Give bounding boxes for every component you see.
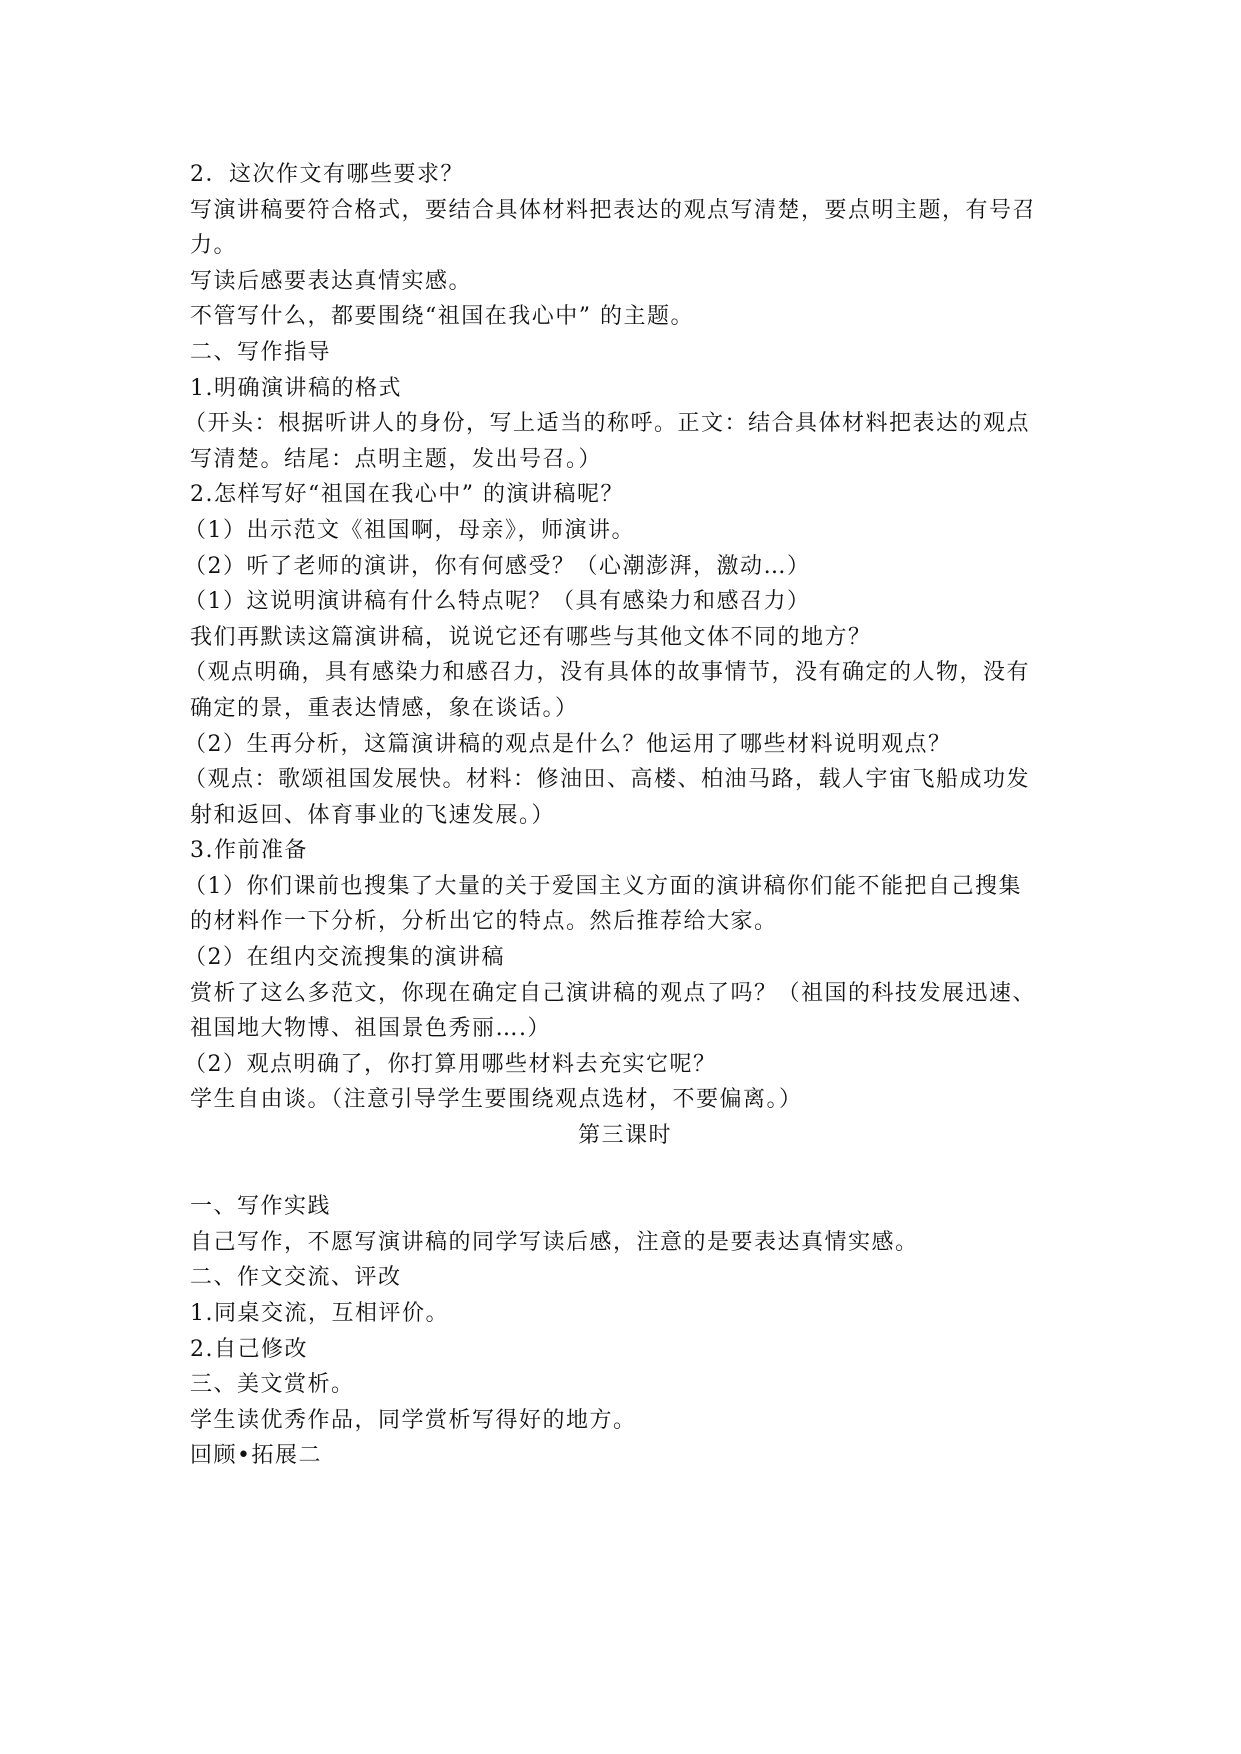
text-line: 写清楚。结尾：点明主题，发出号召。） xyxy=(190,446,603,472)
section-heading-appreciation: 三、美文赏析。 xyxy=(190,1372,355,1398)
text-line: （观点：歌颂祖国发展快。材料：修油田、高楼、柏油马路，载人宇宙飞船成功发 xyxy=(184,767,1031,793)
text-line: 学生自由谈。（注意引导学生要围绕观点选材，不要偏离。） xyxy=(190,1087,803,1113)
text-line: （1）这说明演讲稿有什么特点呢？（具有感染力和感召力） xyxy=(184,589,811,615)
text-line: 的材料作一下分析，分析出它的特点。然后推荐给大家。 xyxy=(190,909,778,935)
text-line: （观点明确，具有感染力和感召力，没有具体的故事情节，没有确定的人物，没有 xyxy=(184,660,1031,686)
text-line: 1.同桌交流，互相评价。 xyxy=(190,1301,449,1326)
text-line: 射和返回、体育事业的飞速发展。） xyxy=(190,802,556,828)
lesson-heading: 第三课时 xyxy=(577,1123,672,1149)
section-heading-writing-practice: 一、写作实践 xyxy=(190,1194,332,1220)
text-line: 2.自己修改 xyxy=(190,1336,308,1362)
text-line: 写演讲稿要符合格式，要结合具体材料把表达的观点写清楚，要点明主题，有号召 xyxy=(190,197,1037,223)
text-line: （开头：根据听讲人的身份，写上适当的称呼。正文：结合具体材料把表达的观点 xyxy=(184,411,1031,437)
text-line: （2）观点明确了，你打算用哪些材料去充实它呢？ xyxy=(184,1051,717,1077)
section-heading-writing-guidance: 二、写作指导 xyxy=(190,339,332,365)
text-line: 3.作前准备 xyxy=(190,838,308,864)
text-line: 学生读优秀作品，同学赏析写得好的地方。 xyxy=(190,1407,637,1433)
text-line: 确定的景，重表达情感，象在谈话。） xyxy=(190,695,579,721)
text-line: （1）你们课前也搜集了大量的关于爱国主义方面的演讲稿你们能不能把自己搜集 xyxy=(184,873,1022,899)
text-line: （2）生再分析，这篇演讲稿的观点是什么？他运用了哪些材料说明观点？ xyxy=(184,731,952,757)
text-line: 回顾•拓展二 xyxy=(190,1443,322,1469)
blank-line xyxy=(190,1154,1090,1190)
text-line: 自己写作，不愿写演讲稿的同学写读后感，注意的是要表达真情实感。 xyxy=(190,1229,919,1255)
text-line: （1）出示范文《祖国啊，母亲》，师演讲。 xyxy=(184,517,635,543)
text-line: 写读后感要表达真情实感。 xyxy=(190,268,473,294)
section-heading-exchange-review: 二、作文交流、评改 xyxy=(190,1265,402,1291)
text-line: 2.怎样写好“祖国在我心中” 的演讲稿呢？ xyxy=(190,482,624,508)
text-line: 我们再默读这篇演讲稿，说说它还有哪些与其他文体不同的地方？ xyxy=(190,624,872,650)
text-line: （2）在组内交流搜集的演讲稿 xyxy=(184,945,505,971)
text-line: （2）听了老师的演讲，你有何感受？（心潮澎湃，激动…） xyxy=(184,553,811,579)
text-line: 祖国地大物博、祖国景色秀丽….） xyxy=(190,1016,551,1042)
text-line: 2．这次作文有哪些要求？ xyxy=(190,162,464,187)
text-line: 赏析了这么多范文，你现在确定自己演讲稿的观点了吗？（祖国的科技发展迅速、 xyxy=(190,980,1037,1006)
document-body xyxy=(184,157,1090,1474)
text-line: 不管写什么，都要围绕“祖国在我心中” 的主题。 xyxy=(190,304,694,330)
text-line: 1.明确演讲稿的格式 xyxy=(190,375,402,401)
text-line: 力。 xyxy=(190,233,238,259)
